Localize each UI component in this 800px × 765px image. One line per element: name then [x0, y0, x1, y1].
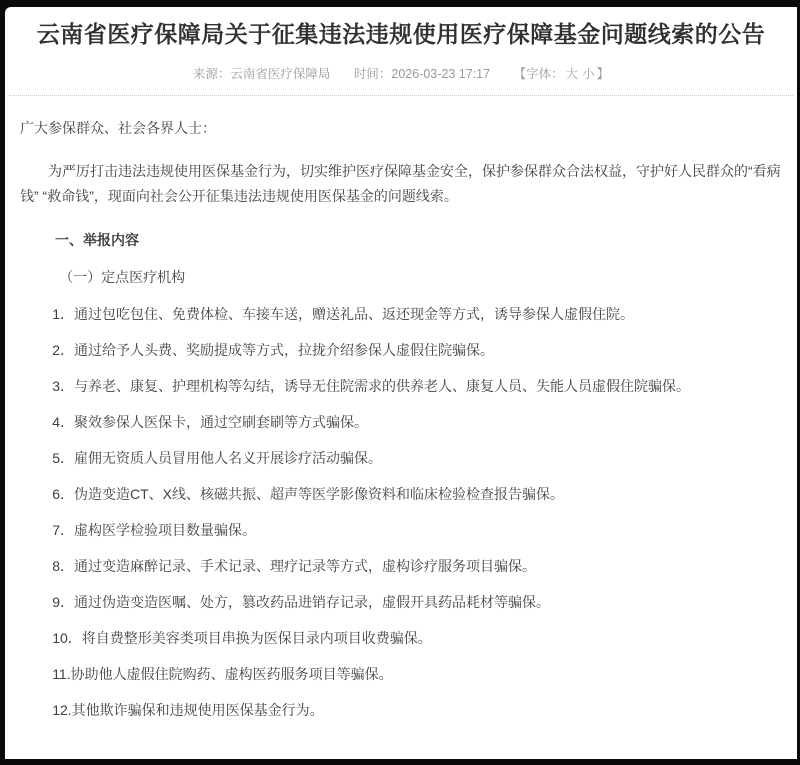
article-page — [5, 7, 797, 759]
font-size-label-open: 【字体： — [513, 67, 564, 81]
page-title: 云南省医疗保障局关于征集违法违规使用医疗保障基金问题线索的公告 — [36, 21, 766, 47]
article-timestamp: 时间：2026-03-23 17:17 — [353, 67, 491, 81]
report-item-11: 11.协助他人虚假住院购药、虚构医药服务项目等骗保。 — [52, 666, 393, 682]
report-item-list — [20, 304, 782, 720]
report-item-2: 2．通过给予人头费、奖励提成等方式，拉拢介绍参保人虚假住院骗保。 — [52, 342, 494, 358]
report-item-8: 8．通过变造麻醉记录、手术记录、理疗记录等方式，虚构诊疗服务项目骗保。 — [52, 558, 536, 574]
report-item-10: 10．将自费整形美容类项目串换为医保目录内项目收费骗保。 — [52, 630, 432, 646]
salutation-line: 广大参保群众、社会各界人士： — [20, 120, 216, 136]
report-item-3: 3．与养老、康复、护理机构等勾结，诱导无住院需求的供养老人、康复人员、失能人员虚假住院骗保。 — [52, 378, 690, 394]
report-item-9: 9．通过伪造变造医嘱、处方，篡改药品进销存记录，虚假开具药品耗材等骗保。 — [52, 594, 550, 610]
report-item-12: 12.其他欺诈骗保和违规使用医保基金行为。 — [52, 702, 324, 718]
report-item-4: 4．聚效参保人医保卡，通过空刷套刷等方式骗保。 — [52, 414, 368, 430]
meta-divider — [9, 95, 793, 96]
font-size-control — [514, 67, 610, 81]
article-source: 来源：云南省医疗保障局 — [192, 67, 331, 81]
report-item-7: 7．虚构医学检验项目数量骗保。 — [52, 522, 256, 538]
section-heading-report-content: 一、举报内容 — [55, 232, 139, 248]
font-size-small-button[interactable]: 小 — [582, 67, 595, 81]
report-item-5: 5．雇佣无资质人员冒用他人名义开展诊疗活动骗保。 — [52, 450, 382, 466]
intro-paragraph: 为严厉打击违法违规使用医保基金行为，切实维护医疗保障基金安全，保护参保群众合法权益，守护好人民群众的“看病钱” “救命钱”，现面向社会公开征集违法违规使用医保基金的问题线索。 — [20, 163, 781, 204]
font-size-label-close: 】 — [596, 67, 610, 81]
subsection-heading-designated-medical-institutions: （一）定点医疗机构 — [59, 269, 186, 285]
article-meta-bar — [5, 64, 797, 82]
article-body — [5, 118, 797, 720]
font-size-large-button[interactable]: 大 — [565, 67, 579, 81]
report-item-1: 1．通过包吃包住、免费体检、车接车送，赠送礼品、返还现金等方式，诱导参保人虚假住院。 — [52, 306, 634, 322]
report-item-6: 6．伪造变造CT、X线、核磁共振、超声等医学影像资料和临床检验检查报告骗保。 — [52, 486, 564, 502]
